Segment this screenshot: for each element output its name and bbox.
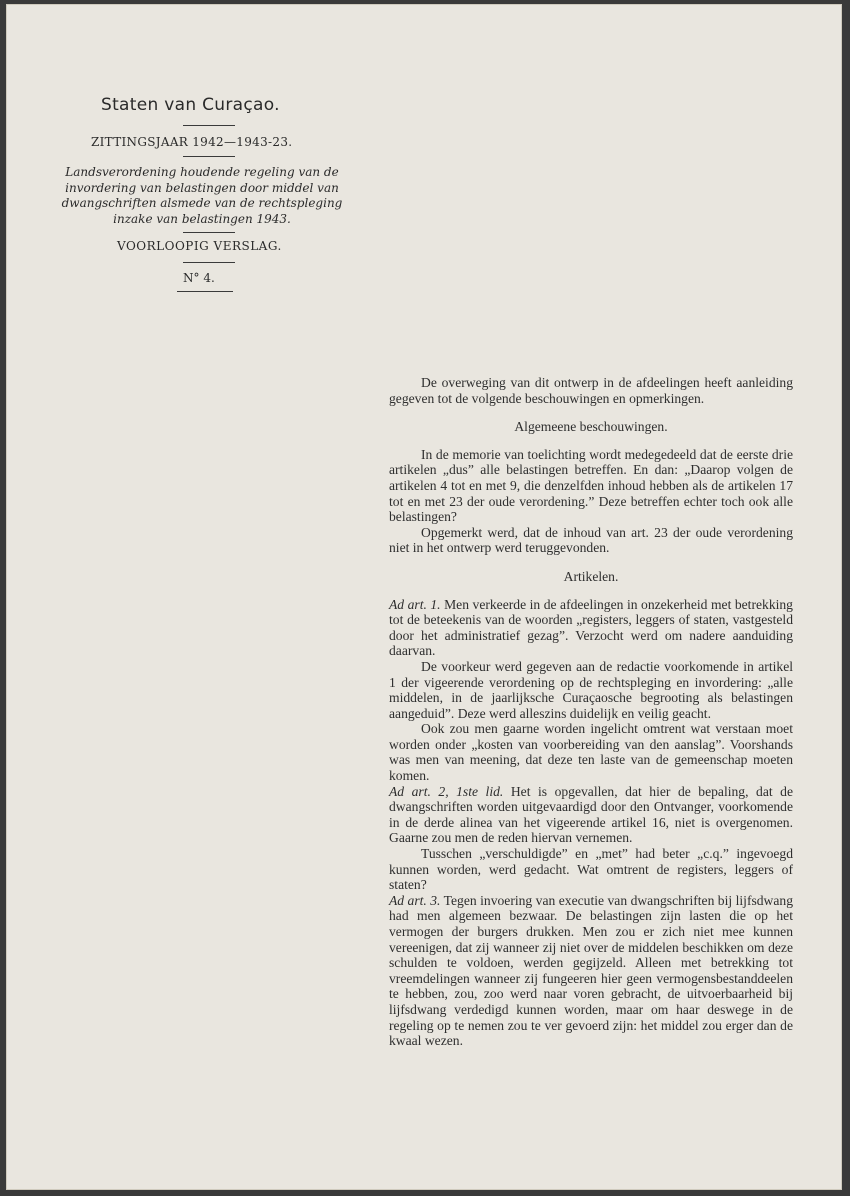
divider: [183, 125, 235, 126]
ordinance-subtitle: Landsverordening houdende regeling van de invordering van belastingen door middel van dwangschriften alsmede van de rechtspleging inzake van belastingen 1943.: [61, 165, 343, 226]
divider: [177, 291, 233, 292]
divider: [183, 262, 235, 263]
article-2-paragraph: Tusschen „verschuldigde” en „met” had beter „c.q.” ingevoegd kunnen worden, werd gedacht. Wat omtrent de registers, leggers of staten?: [389, 846, 793, 893]
article-3-paragraph: Ad art. 3. Tegen invoering van executie van dwangschriften bij lijfsdwang had men algemeen bezwaar. De belastingen zijn lasten die op het vermogen der burgers drukken. Men zou er zich niet mee kunnen vereenigen, dat zij wanneer zij niet over de middelen beschikken om deze schulden te voldoen, werden gegijzeld. Alleen met betrekking tot vreemdelingen wanneer zij fungeeren hier geen vermogensbestanddeelen te hebben, zou, zoo werd naar voren gebracht, de uitvoerbaarheid bij lijfsdwang verdedigd kunnen worden, maar om haar deswege in de regeling op te nemen zou te ver gevoerd zijn: het middel zou erger dan de kwaal wezen.: [389, 892, 793, 1049]
general-paragraph: Opgemerkt werd, dat de inhoud van art. 23 der oude verordening niet in het ontwerp werd teruggevonden.: [389, 524, 793, 556]
document-title: Staten van Curaçao.: [101, 95, 280, 115]
section-heading-articles: Artikelen.: [563, 568, 619, 584]
article-label: Ad art. 3.: [389, 892, 441, 908]
session-year: ZITTINGSJAAR 1942—1943-23.: [91, 135, 293, 149]
article-1-paragraph: De voorkeur werd gegeven aan de redactie voorkomende in artikel 1 der vigeerende verordening op de rechtspleging en invordering: „alle middelen, in de jaarlijksche Curaçaosche begrooting als belastingen aangeduid”. Deze werd alleszins duidelijk en veilig geacht.: [389, 658, 793, 721]
report-body: [389, 375, 793, 1049]
report-title: VOORLOOPIG VERSLAG.: [117, 239, 282, 253]
article-label: Ad art. 2, 1ste lid.: [389, 783, 504, 799]
article-1-paragraph: Ook zou men gaarne worden ingelicht omtrent wat verstaan moet worden onder „kosten van voorbereiding van den aanslag”. Voorshands was men van meening, dat deze ten laste van de gemeenschap moeten komen.: [389, 721, 793, 784]
section-heading-general: Algemeene beschouwingen.: [514, 419, 668, 435]
divider: [183, 232, 235, 233]
divider: [183, 156, 235, 157]
article-2-paragraph: Ad art. 2, 1ste lid. Het is opgevallen, dat hier de bepaling, dat de dwangschriften worden uitgevaardigd door den Ontvanger, voorkomende in de derde alinea van het vigeerende artikel 16, niet is overgenomen. Gaarne zou men de reden hiervan vernemen.: [389, 783, 793, 846]
general-paragraph: In de memorie van toelichting wordt medegedeeld dat de eerste drie artikelen „dus” alle belastingen betreffen. En dan: „Daarop volgen de artikelen 4 tot en met 9, die denzelfden inhoud hebben als de artikelen 17 tot en met 23 der oude verordening.” Deze betreffen echter toch ook alle belastingen?: [389, 446, 793, 525]
article-label: Ad art. 1.: [389, 596, 441, 612]
report-number: N° 4.: [183, 271, 215, 285]
article-1-paragraph: Ad art. 1. Men verkeerde in de afdeelingen in onzekerheid met betrekking tot de beteekenis van de woorden „registers, leggers of staten, vastgesteld door het administratief gezag”. Verzocht werd om nadere aanduiding daarvan.: [389, 596, 793, 659]
document-page: [6, 4, 842, 1190]
intro-paragraph: De overweging van dit ontwerp in de afdeelingen heeft aanleiding gegeven tot de volgende beschouwingen en opmerkingen.: [389, 375, 793, 406]
